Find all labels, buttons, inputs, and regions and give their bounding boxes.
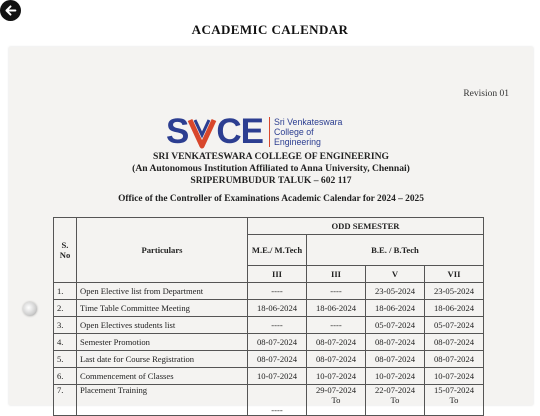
table-row [54,351,484,368]
row-date: 18-06-2024 [248,300,307,317]
row-date: 05-07-2024 [425,317,484,334]
row-date: ---- [307,317,366,334]
table-row [54,300,484,317]
row-particulars: Time Table Committee Meeting [77,300,248,317]
row-date-to: To [331,395,341,405]
row-date: ---- [248,283,307,300]
logo-sub-line: Sri Venkateswara [273,117,343,127]
row-date: 08-07-2024 [248,351,307,368]
row-date: 08-07-2024 [425,334,484,351]
calendar-table [53,217,484,416]
row-date: 08-07-2024 [366,334,425,351]
logo-v-icon [189,116,215,148]
row-date-range [425,385,484,416]
row-date: 05-07-2024 [366,317,425,334]
row-particulars: Open Electives students list [77,317,248,334]
floating-toggle-button[interactable] [23,302,37,316]
header-sno: S. No [54,218,77,283]
calendar-title: Office of the Controller of Examinations Academic Calendar for 2024 – 2025 [118,194,424,204]
header-semester: V [366,266,425,283]
logo-sub-line: Engineering [273,137,321,147]
row-date: 15-07-2024 [433,385,475,395]
row-sno: 6. [54,368,77,385]
row-date: 23-05-2024 [366,283,425,300]
table-row [54,368,484,385]
row-particulars: Open Elective list from Department [77,283,248,300]
row-date: ---- [307,283,366,300]
row-date: 23-05-2024 [425,283,484,300]
header-particulars: Particulars [77,218,248,283]
back-button[interactable] [0,0,21,21]
logo-subtitle [269,117,342,147]
header-me-mtech: M.E./ M.Tech [248,235,307,266]
table-row [54,334,484,351]
row-particulars: Semester Promotion [77,334,248,351]
row-date: 18-06-2024 [307,300,366,317]
row-particulars: Placement Training [77,385,248,416]
table-row [54,317,484,334]
row-date: 10-07-2024 [425,368,484,385]
row-date: ---- [248,317,307,334]
row-date-range [366,385,425,416]
row-date: 22-07-2024 [374,385,416,395]
college-name: SRI VENKATESWARA COLLEGE OF ENGINEERING [153,151,389,162]
table-row [54,283,484,300]
page-title: ACADEMIC CALENDAR [191,22,349,37]
row-sno: 1. [54,283,77,300]
row-sno: 2. [54,300,77,317]
row-date: 08-07-2024 [425,351,484,368]
header-semester: III [307,266,366,283]
row-sno: 3. [54,317,77,334]
arrow-left-icon [4,4,17,17]
row-date: 10-07-2024 [248,368,307,385]
row-date: 10-07-2024 [366,368,425,385]
college-logo [166,114,342,150]
row-date: 18-06-2024 [425,300,484,317]
header-odd-semester: ODD SEMESTER [248,218,484,235]
revision-label: Revision 01 [463,89,509,99]
college-address: SRIPERUMBUDUR TALUK – 602 117 [190,175,352,186]
row-date-to: To [449,395,459,405]
calendar-document-image [9,47,533,415]
row-date: 08-07-2024 [248,334,307,351]
logo-sub-line: College of [273,127,314,137]
logo-letters-ce: CE [216,112,263,151]
header-semester: III [248,266,307,283]
row-sno: 5. [54,351,77,368]
row-particulars: Last date for Course Registration [77,351,248,368]
row-date: ---- [248,385,307,416]
row-date-range [307,385,366,416]
college-affiliation: (An Autonomous Institution Affiliated to Anna University, Chennai) [132,163,410,174]
row-date: 29-07-2024 [315,385,357,395]
row-sno: 4. [54,334,77,351]
table-row [54,385,484,416]
row-date: 08-07-2024 [307,334,366,351]
row-date: 08-07-2024 [366,351,425,368]
row-date-to: To [390,395,400,405]
logo-letter-s: S [166,112,189,151]
header-semester: VII [425,266,484,283]
row-date: 10-07-2024 [307,368,366,385]
row-date: 18-06-2024 [366,300,425,317]
header-be-btech: B.E. / B.Tech [307,235,484,266]
row-sno: 7. [54,385,77,416]
row-particulars: Commencement of Classes [77,368,248,385]
row-date: 08-07-2024 [307,351,366,368]
